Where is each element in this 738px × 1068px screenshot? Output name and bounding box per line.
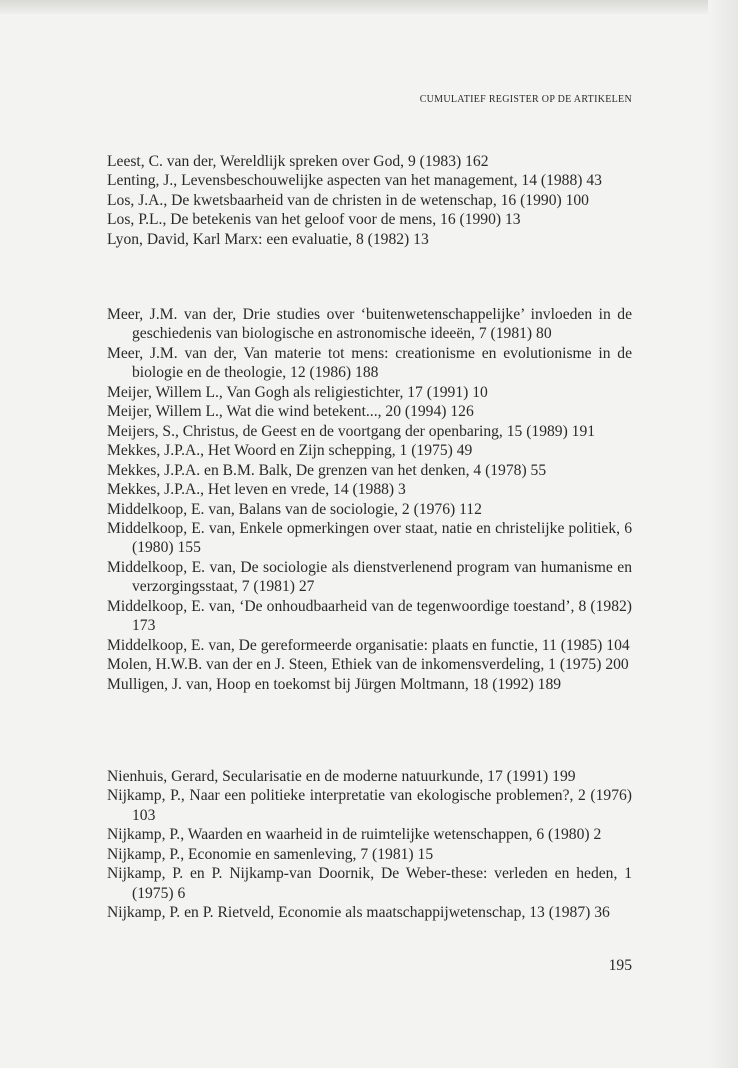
register-entry: Mekkes, J.P.A., Het Woord en Zijn schepping, 1 (1975) 49 [107,442,473,460]
scan-shadow [708,0,738,1068]
register-entry: Nijkamp, P., Economie en samenleving, 7 (1981) 15 [107,845,434,863]
register-entry: Meijer, Willem L., Wat die wind betekent..., 20 (1994) 126 [107,403,474,421]
register-entry: Nijkamp, P. en P. Rietveld, Economie als maatschappijwetenschap, 13 (1987) 36 [107,904,610,922]
register-entry: Nijkamp, P., Naar een politieke interpretatie van ekologische problemen?, 2 (1976) 103 [107,787,632,824]
register-entry: Middelkoop, E. van, ‘De onhoudbaarheid van de tegenwoordige toestand’, 8 (1982) 173 [107,597,632,635]
register-entry: Meer, J.M. van der, Drie studies over ‘buitenwetenschappelijke’ invloeden in de geschiedenis van biologische en astronomische ideeën, 7 (1981) 80 [107,306,632,343]
register-entry: Middelkoop, E. van, De gereformeerde organisatie: plaats en functie, 11 (1985) 104 [107,636,630,654]
register-entry: Meijers, S., Christus, de Geest en de voortgang der openbaring, 15 (1989) 191 [107,422,596,440]
register-entry: Mulligen, J. van, Hoop en toekomst bij Jürgen Moltmann, 18 (1992) 189 [107,675,562,693]
register-entry: Mekkes, J.P.A., Het leven en vrede, 14 (1988) 3 [107,481,406,499]
register-entry: Mekkes, J.P.A. en B.M. Balk, De grenzen van het denken, 4 (1978) 55 [107,461,547,479]
register-entry: Middelkoop, E. van, Balans van de sociologie, 2 (1976) 112 [107,500,482,518]
register-entry: Los, J.A., De kwetsbaarheid van de christen in de wetenschap, 16 (1990) 100 [107,191,589,209]
register-group-m [107,305,632,694]
register-entry: Meer, J.M. van der, Van materie tot mens: creationisme en evolutionisme in de biologie en de theologie, 12 (1986) 188 [107,344,632,382]
register-entry: Molen, H.W.B. van der en J. Steen, Ethiek van de inkomensverdeling, 1 (1975) 200 [107,656,629,674]
register-entry: Middelkoop, E. van, Enkele opmerkingen over staat, natie en christelijke politiek, 6 (1980) 155 [107,519,632,557]
register-group-n [107,767,632,923]
scan-edge [0,0,738,14]
register-entry: Nienhuis, Gerard, Secularisatie en de moderne natuurkunde, 17 (1991) 199 [107,768,576,785]
page-number: 195 [608,957,632,974]
register-entry: Lenting, J., Levensbeschouwelijke aspecten van het management, 14 (1988) 43 [107,172,602,190]
register-entry: Nijkamp, P., Waarden en waarheid in de ruimtelijke wetenschappen, 6 (1980) 2 [107,826,602,844]
running-header: CUMULATIEF REGISTER OP DE ARTIKELEN [419,94,632,105]
register-entry: Meijer, Willem L., Van Gogh als religiestichter, 17 (1991) 10 [107,383,488,401]
register-group-l [107,152,632,249]
register-entry: Los, P.L., De betekenis van het geloof voor de mens, 16 (1990) 13 [107,211,521,229]
register-entry: Leest, C. van der, Wereldlijk spreken over God, 9 (1983) 162 [107,153,489,170]
register-entry: Middelkoop, E. van, De sociologie als dienstverlenend program van humanisme en verzorgingsstaat, 7 (1981) 27 [107,558,632,596]
register-entry: Nijkamp, P. en P. Nijkamp-van Doornik, De Weber-these: verleden en heden, 1 (1975) 6 [107,865,632,902]
register-entry: Lyon, David, Karl Marx: een evaluatie, 8 (1982) 13 [107,230,429,248]
